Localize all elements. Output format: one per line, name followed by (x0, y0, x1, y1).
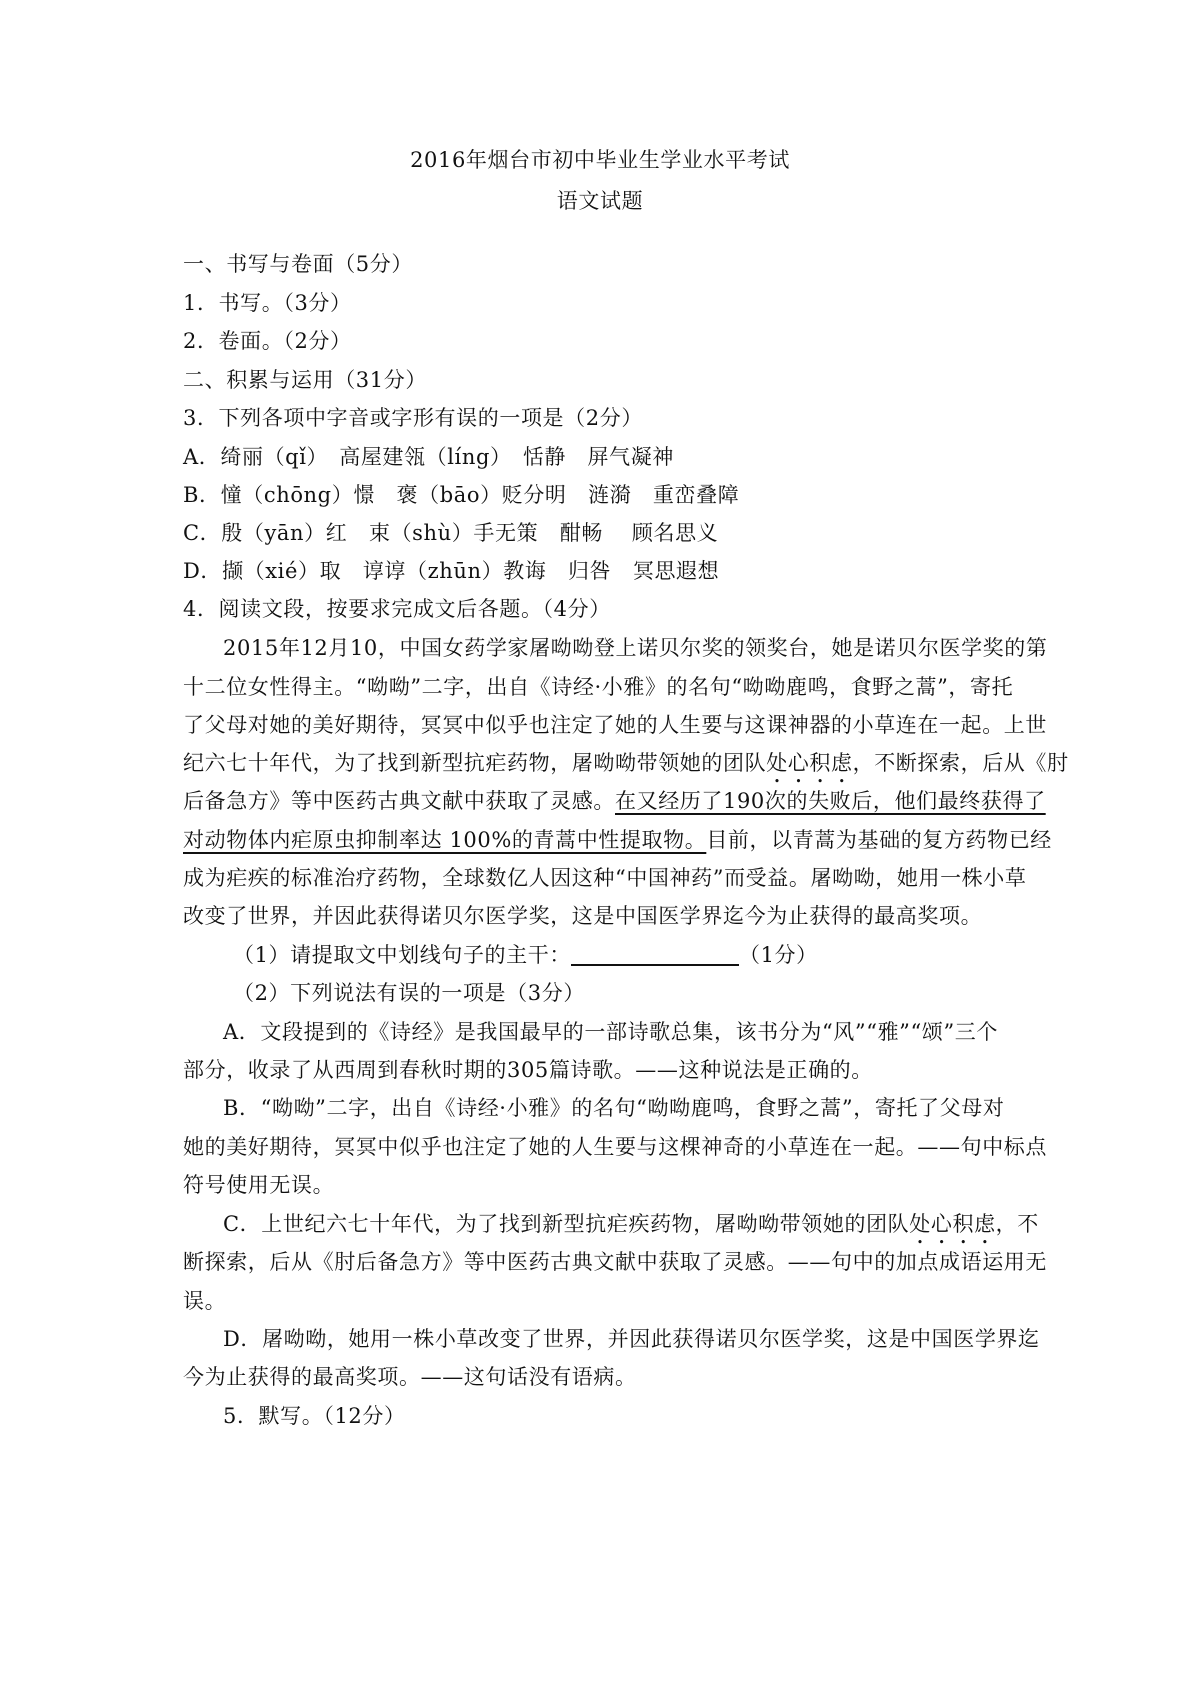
passage-line (183, 820, 1052, 860)
question-3-option-c: C．殷（yān）红 束（shù）手无策 酣畅 顾名思义 (183, 521, 719, 545)
question-3-stem: 3．下列各项中字音或字形有误的一项是（2分） (183, 406, 643, 430)
option-a-line: A．文段提到的《诗经》是我国最早的一部诗歌总集，该书分为“风”“雅”“颂”三个 (223, 1020, 998, 1044)
exam-subtitle: 语文试题 (556, 189, 644, 213)
question-5-stem: 5．默写。（12分） (223, 1404, 406, 1428)
passage-line: 2015年12月10，中国女药学家屠呦呦登上诺贝尔奖的领奖台，她是诺贝尔医学奖的第 (223, 636, 1048, 660)
option-b-line: 她的美好期待，冥冥中似乎也注定了她的人生要与这棵神奇的小草连在一起。——句中标点 (183, 1135, 1047, 1159)
passage-line: 十二位女性得主。“呦呦”二字，出自《诗经·小雅》的名句“呦呦鹿鸣，食野之蒿”，寄托 (183, 675, 1014, 699)
option-c-text: C．上世纪六七十年代，为了找到新型抗疟疾药物，屠呦呦带领她的团队 (223, 1212, 910, 1236)
passage-text: 后备急方》等中医药古典文献中获取了灵感。 (183, 789, 615, 813)
question-2: 2．卷面。（2分） (183, 329, 352, 353)
passage-line (183, 743, 1069, 783)
dotted-idiom: 处心积虑 (766, 751, 853, 775)
option-b-line: B．“呦呦”二字，出自《诗经·小雅》的名句“呦呦鹿鸣，食野之蒿”，寄托了父母对 (223, 1096, 1005, 1120)
option-c-line (223, 1204, 1039, 1244)
dotted-idiom: 处心积虑 (909, 1212, 996, 1236)
sub-question-2: （2）下列说法有误的一项是（3分） (233, 981, 585, 1005)
passage-text: 纪六七十年代，为了找到新型抗疟药物，屠呦呦带领她的团队 (183, 751, 767, 775)
passage-text: ，不断探索，后从《肘 (852, 751, 1069, 775)
option-c-line: 误。 (183, 1289, 227, 1313)
passage-line: 了父母对她的美好期待，冥冥中似乎也注定了她的人生要与这课神器的小草连在一起。上世 (183, 713, 1047, 737)
passage-line (183, 781, 1046, 821)
passage-line: 改变了世界，并因此获得诺贝尔医学奖，这是中国医学界迄今为止获得的最高奖项。 (183, 904, 983, 928)
section-2-heading: 二、积累与运用（31分） (183, 368, 427, 392)
option-c-text: ，不 (995, 1212, 1039, 1236)
option-c-line: 断探索，后从《肘后备急方》等中医药古典文献中获取了灵感。——句中的加点成语运用无 (183, 1250, 1047, 1274)
question-4-stem: 4．阅读文段，按要求完成文后各题。（4分） (183, 597, 611, 621)
option-a-line: 部分，收录了从西周到春秋时期的305篇诗歌。——这种说法是正确的。 (183, 1058, 873, 1082)
underlined-sentence: 对动物体内疟原虫抑制率达 100%的青蒿中性提取物。 (183, 828, 707, 852)
question-3-option-a: A．绮丽（qǐ） 高屋建瓴（líng） 恬静 屏气凝神 (183, 445, 674, 469)
answer-blank[interactable] (571, 938, 739, 966)
exam-title: 2016年烟台市初中毕业生学业水平考试 (410, 148, 790, 172)
sub-question-1-score: （1分） (738, 943, 818, 967)
option-d-line: 今为止获得的最高奖项。——这句话没有语病。 (183, 1365, 637, 1389)
section-1-heading: 一、书写与卷面（5分） (183, 252, 413, 276)
question-3-option-d: D．撷（xié）取 谆谆（zhūn）教诲 归咎 冥思遐想 (183, 559, 720, 583)
option-b-line: 符号使用无误。 (183, 1173, 335, 1197)
option-d-line: D．屠呦呦，她用一株小草改变了世界，并因此获得诺贝尔医学奖，这是中国医学界迄 (223, 1327, 1040, 1351)
question-3-option-b: B．憧（chōng）憬 褒（bāo）贬分明 涟漪 重峦叠障 (183, 483, 740, 507)
passage-line: 成为疟疾的标准治疗药物，全球数亿人因这种“中国神药”而受益。屠呦呦，她用一株小草 (183, 866, 1027, 890)
sub-question-1-text: （1）请提取文中划线句子的主干： (233, 943, 571, 967)
question-1: 1．书写。（3分） (183, 291, 352, 315)
sub-question-1 (233, 935, 1033, 975)
underlined-sentence: 在又经历了190次的失败后，他们最终获得了 (615, 789, 1046, 813)
passage-text: 目前，以青蒿为基础的复方药物已经 (706, 828, 1052, 852)
